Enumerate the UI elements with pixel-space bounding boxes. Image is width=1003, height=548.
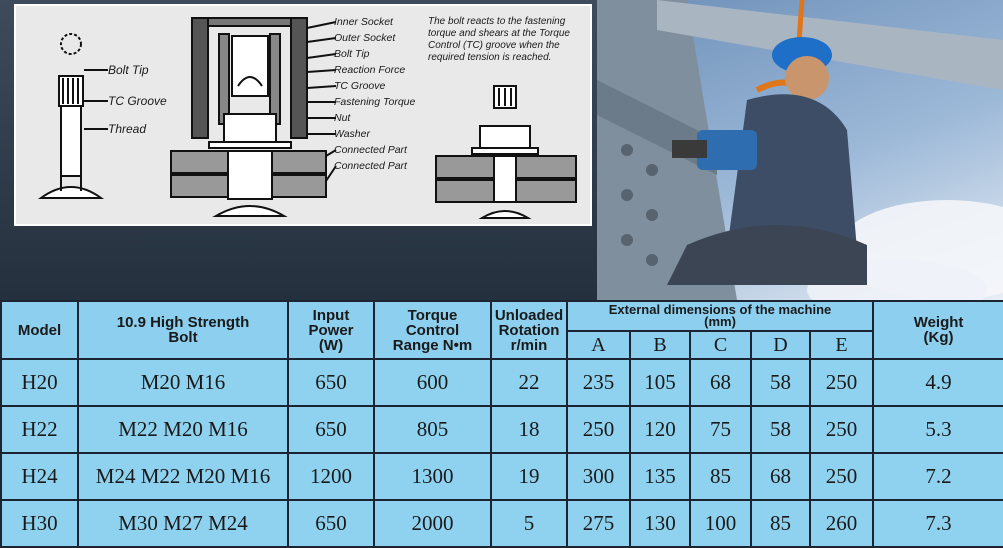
- header-input-power: Input Power (W): [288, 301, 374, 359]
- cell-weight: 5.3: [873, 406, 1003, 453]
- bolt-diagram: [14, 4, 592, 226]
- cell-dim-b: 135: [630, 453, 690, 500]
- header-dim-a: A: [567, 331, 630, 359]
- cell-torque: 805: [374, 406, 491, 453]
- cell-dim-c: 100: [690, 500, 751, 547]
- header-dim-d: D: [751, 331, 810, 359]
- diagram-note: The bolt reacts to the fastening torque and shears at the Torque Control (TC) groove when the required tension is reached.: [428, 16, 570, 63]
- header-torque-range: Torque Control Range N•m: [374, 301, 491, 359]
- diagram-label-bolt-tip-left: Bolt Tip: [108, 63, 149, 77]
- cell-power: 650: [288, 500, 374, 547]
- header-dim-c: C: [690, 331, 751, 359]
- cell-dim-c: 68: [690, 359, 751, 406]
- cell-dim-b: 120: [630, 406, 690, 453]
- header-rotation: Unloaded Rotation r/min: [491, 301, 567, 359]
- header-bolt: 10.9 High Strength Bolt: [78, 301, 288, 359]
- cell-weight: 4.9: [873, 359, 1003, 406]
- cell-dim-d: 58: [751, 359, 810, 406]
- worker-photo-illustration: [597, 0, 1003, 300]
- diagram-label-connected-part-1: Connected Part: [334, 144, 407, 156]
- cell-torque: 600: [374, 359, 491, 406]
- cell-dim-e: 250: [810, 406, 873, 453]
- diagram-label-thread: Thread: [108, 122, 147, 136]
- cell-rotation: 19: [491, 453, 567, 500]
- cell-bolt: M30 M27 M24: [78, 500, 288, 547]
- cell-dim-a: 250: [567, 406, 630, 453]
- header-model: Model: [1, 301, 78, 359]
- cell-dim-e: 250: [810, 359, 873, 406]
- diagram-label-fastening-torque: Fastening Torque: [334, 96, 416, 108]
- table-row: [1, 500, 1003, 547]
- diagram-label-connected-part-2: Connected Part: [334, 160, 407, 172]
- worker-photo: [597, 0, 1003, 300]
- cell-model: H24: [1, 453, 78, 500]
- header-external-dimensions: External dimensions of the machine (mm): [567, 301, 873, 331]
- cell-dim-a: 300: [567, 453, 630, 500]
- cell-dim-b: 130: [630, 500, 690, 547]
- cell-model: H22: [1, 406, 78, 453]
- diagram-label-outer-socket: Outer Socket: [334, 32, 396, 44]
- diagram-label-tc-groove: TC Groove: [334, 80, 386, 92]
- cell-rotation: 18: [491, 406, 567, 453]
- cell-power: 650: [288, 359, 374, 406]
- cell-bolt: M22 M20 M16: [78, 406, 288, 453]
- cell-weight: 7.3: [873, 500, 1003, 547]
- diagram-label-bolt-tip: Bolt Tip: [334, 48, 370, 60]
- table-row: [1, 406, 1003, 453]
- diagram-label-reaction-force: Reaction Force: [334, 64, 406, 76]
- spec-table: [0, 300, 1003, 548]
- cell-bolt: M20 M16: [78, 359, 288, 406]
- header-dim-e: E: [810, 331, 873, 359]
- cell-power: 650: [288, 406, 374, 453]
- header-weight: Weight (Kg): [873, 301, 1003, 359]
- cell-weight: 7.2: [873, 453, 1003, 500]
- header-dim-b: B: [630, 331, 690, 359]
- cell-model: H30: [1, 500, 78, 547]
- table-row: [1, 359, 1003, 406]
- cell-torque: 2000: [374, 500, 491, 547]
- cell-dim-d: 68: [751, 453, 810, 500]
- diagram-label-nut: Nut: [334, 112, 351, 124]
- cell-bolt: M24 M22 M20 M16: [78, 453, 288, 500]
- cell-dim-d: 85: [751, 500, 810, 547]
- diagram-label-inner-socket: Inner Socket: [334, 16, 393, 28]
- table-row: [1, 453, 1003, 500]
- cell-dim-e: 260: [810, 500, 873, 547]
- cell-model: H20: [1, 359, 78, 406]
- cell-rotation: 5: [491, 500, 567, 547]
- cell-dim-c: 85: [690, 453, 751, 500]
- cell-dim-c: 75: [690, 406, 751, 453]
- cell-dim-b: 105: [630, 359, 690, 406]
- cell-dim-d: 58: [751, 406, 810, 453]
- cell-power: 1200: [288, 453, 374, 500]
- cell-dim-a: 235: [567, 359, 630, 406]
- diagram-label-tc-groove-left: TC Groove: [108, 94, 167, 108]
- cell-dim-e: 250: [810, 453, 873, 500]
- cell-dim-a: 275: [567, 500, 630, 547]
- cell-rotation: 22: [491, 359, 567, 406]
- diagram-label-washer: Washer: [334, 128, 370, 140]
- cell-torque: 1300: [374, 453, 491, 500]
